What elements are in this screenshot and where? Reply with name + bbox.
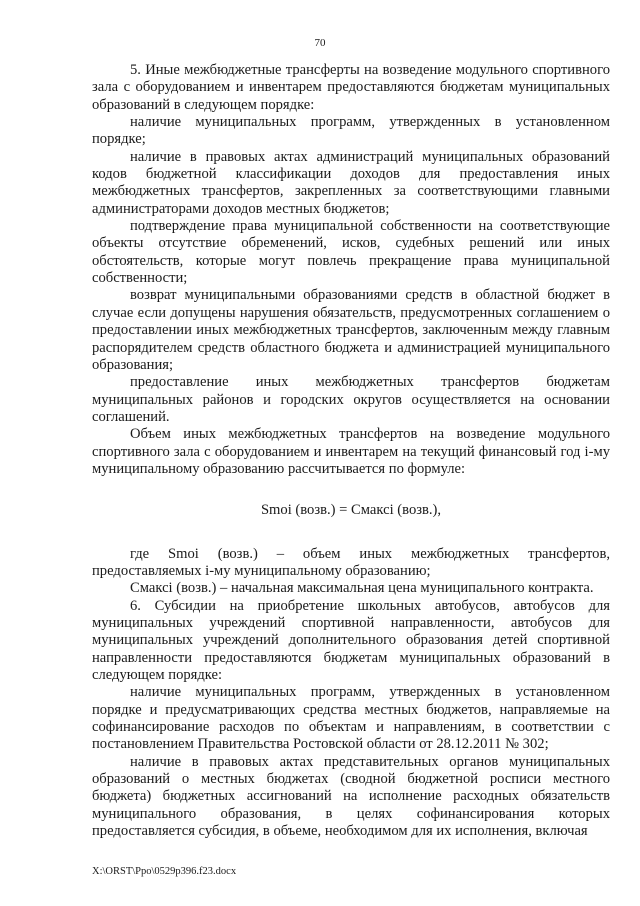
paragraph: наличие муниципальных программ, утвержденных в установленном порядке; — [92, 114, 610, 148]
paragraph: Cмаксi (возв.) – начальная максимальная цена муниципального контракта. — [130, 580, 594, 597]
paragraph: наличие муниципальных программ, утвержденных в установленном порядке и предусматривающих средства местных бюджетов, направляемые на софинансирование расходов по объектам и направлениям, в соответствии с постановлением Правительства Ростовской области от 28.12.2011 № 302; — [92, 684, 610, 753]
paragraph: Объем иных межбюджетных трансфертов на возведение модульного спортивного зала с оборудованием и инвентарем на текущий финансовый год i-му муниципальному образованию рассчитывается по формуле: — [92, 426, 610, 477]
paragraph: возврат муниципальными образованиями средств в областной бюджет в случае если допущены нарушения обязательств, предусмотренных соглашением о предоставлении иных межбюджетных трансфертов, заключенным между главным распорядителем средств областного бюджета и администрацией муниципального образования; — [92, 287, 610, 373]
paragraph: где Smoi (возв.) – объем иных межбюджетных трансфертов, предоставляемых i-му муниципальному образованию; — [92, 545, 610, 579]
document-body — [92, 62, 610, 840]
footer-file-path: X:\ORST\Ppo\0529p396.f23.docx — [92, 866, 237, 877]
paragraph: подтверждение права муниципальной собственности на соответствующие объекты отсутствие обременений, исков, судебных решений или иных обстоятельств, которые могут повлечь прекращение права муниципальной собственности; — [92, 218, 610, 287]
paragraph: 6. Субсидии на приобретение школьных автобусов, автобусов для муниципальных учреждений спортивной направленности, автобусов для муниципальных учреждений дополнительного образования детей спортивной направленности предоставляются бюджетам муниципальных образований в следующем порядке: — [92, 597, 610, 683]
paragraph: наличие в правовых актах представительных органов муниципальных образований о местных бюджетах (сводной бюджетной росписи местного бюджета) бюджетных ассигнований на исполнение расходных обязательств муниципального образования, в целях софинансирования которых предоставляется субсидия, в объеме, необходимом для их исполнения, включая — [92, 753, 610, 840]
page-number: 70 — [314, 37, 326, 49]
paragraph: 5. Иные межбюджетные трансферты на возведение модульного спортивного зала с оборудованием и инвентарем предоставляются бюджетам муниципальных образований в следующем порядке: — [92, 62, 610, 113]
paragraph: наличие в правовых актах администраций муниципальных образований кодов бюджетной классификации доходов для предоставления иных межбюджетных трансфертов, закрепленных за соответствующими главными администраторами доходов местных бюджетов; — [92, 148, 610, 217]
formula: Smoi (возв.) = Cмаксi (возв.), — [260, 502, 442, 519]
paragraph: предоставление иных межбюджетных трансфертов бюджетам муниципальных районов и городских округов осуществляется на основании соглашений. — [92, 374, 610, 425]
